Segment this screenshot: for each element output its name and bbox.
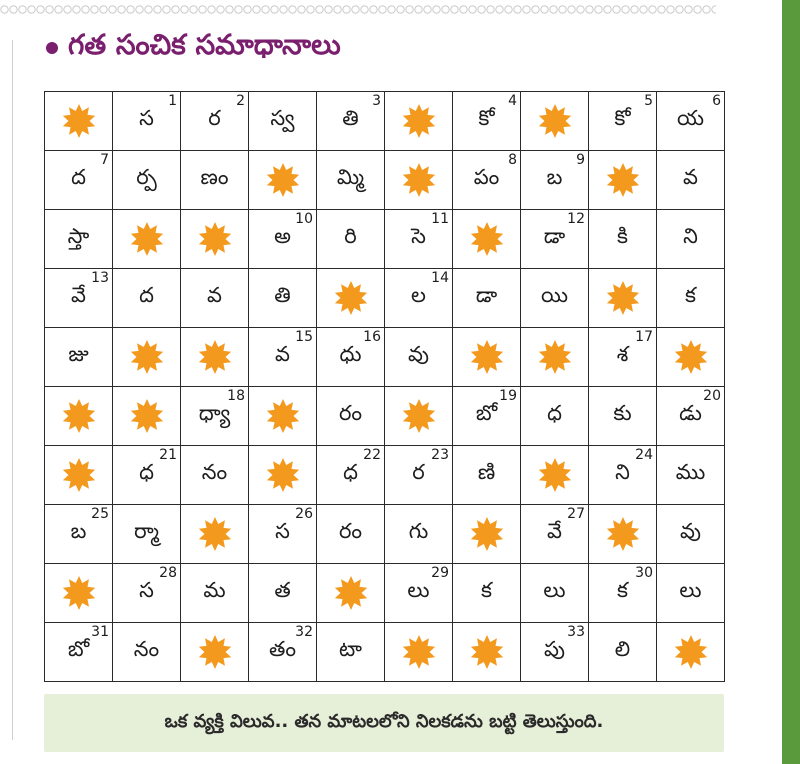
clue-number: 23 [431, 447, 449, 463]
letter-cell [45, 505, 113, 564]
letter-cell [589, 92, 657, 151]
letter-cell [113, 446, 181, 505]
letter-cell [113, 564, 181, 623]
cell-letter: అ [274, 224, 291, 248]
clue-number: 29 [431, 565, 449, 581]
blocked-cell [249, 387, 317, 446]
cell-letter: మ [203, 578, 226, 602]
letter-cell [181, 269, 249, 328]
cell-letter: క [685, 283, 696, 307]
cell-letter: లు [407, 578, 430, 602]
star-icon [265, 162, 301, 198]
blocked-cell [453, 505, 521, 564]
cell-letter: లు [543, 578, 566, 602]
cell-letter: కో [478, 106, 495, 130]
letter-cell [453, 446, 521, 505]
clue-number: 22 [363, 447, 381, 463]
star-icon [537, 457, 573, 493]
letter-cell [45, 623, 113, 682]
cell-letter: స [139, 578, 154, 602]
cell-letter: స [275, 519, 290, 543]
letter-cell [589, 328, 657, 387]
clue-number: 32 [295, 624, 313, 640]
clue-number: 17 [635, 329, 653, 345]
cell-letter: ణి [477, 460, 496, 484]
blocked-cell [45, 446, 113, 505]
clue-number: 27 [567, 506, 585, 522]
letter-cell [657, 151, 725, 210]
clue-number: 10 [295, 211, 313, 227]
cell-letter: రం [338, 519, 363, 543]
letter-cell [453, 92, 521, 151]
cell-letter: నం [133, 637, 160, 661]
letter-cell [657, 210, 725, 269]
cell-letter: రి [344, 224, 357, 248]
cell-letter: ధ్యా [198, 401, 231, 425]
blocked-cell [181, 328, 249, 387]
cell-letter: ణం [200, 165, 229, 189]
letter-cell [385, 505, 453, 564]
clue-number: 13 [91, 270, 109, 286]
letter-cell [657, 446, 725, 505]
cell-letter: లు [679, 578, 702, 602]
clue-number: 5 [644, 93, 653, 109]
cell-letter: టా [339, 637, 362, 661]
star-icon [469, 221, 505, 257]
letter-cell [453, 564, 521, 623]
cell-letter: మ్మి [336, 165, 365, 189]
cell-letter: వ [683, 165, 698, 189]
letter-cell [113, 151, 181, 210]
cell-letter: కో [614, 106, 631, 130]
cell-letter: క [481, 578, 492, 602]
clue-number: 9 [576, 152, 585, 168]
star-icon [333, 280, 369, 316]
blocked-cell [181, 623, 249, 682]
clue-number: 24 [635, 447, 653, 463]
star-icon [333, 575, 369, 611]
clue-number: 1 [168, 93, 177, 109]
blocked-cell [589, 269, 657, 328]
clue-number: 30 [635, 565, 653, 581]
blocked-cell [385, 151, 453, 210]
cell-letter: కు [613, 401, 632, 425]
star-icon [129, 339, 165, 375]
clue-number: 20 [703, 388, 721, 404]
blocked-cell [657, 623, 725, 682]
cell-letter: డా [543, 224, 566, 248]
page-title: గత సంచిక సమాధానాలు [68, 28, 341, 61]
letter-cell [317, 210, 385, 269]
cell-letter: ని [683, 224, 698, 248]
letter-cell [317, 623, 385, 682]
clue-number: 7 [100, 152, 109, 168]
letter-cell [385, 269, 453, 328]
blocked-cell [249, 151, 317, 210]
clue-number: 33 [567, 624, 585, 640]
cell-letter: వు [408, 342, 429, 366]
letter-cell [385, 328, 453, 387]
letter-cell [521, 623, 589, 682]
cell-letter: బో [67, 637, 90, 661]
cell-letter: స [139, 106, 154, 130]
clue-number: 16 [363, 329, 381, 345]
star-icon [537, 103, 573, 139]
blocked-cell [521, 92, 589, 151]
cell-letter: సె [411, 224, 426, 248]
letter-cell [385, 564, 453, 623]
letter-cell [181, 387, 249, 446]
clue-number: 4 [508, 93, 517, 109]
blocked-cell [657, 328, 725, 387]
star-icon [197, 221, 233, 257]
blocked-cell [453, 210, 521, 269]
letter-cell [521, 564, 589, 623]
section-header [46, 28, 341, 68]
letter-cell [521, 269, 589, 328]
letter-cell [453, 387, 521, 446]
cell-letter: పు [544, 637, 565, 661]
blocked-cell [317, 564, 385, 623]
footer-banner [44, 694, 724, 752]
cell-letter: వే [547, 519, 562, 543]
clue-number: 14 [431, 270, 449, 286]
blocked-cell [385, 623, 453, 682]
cell-letter: శ [616, 342, 629, 366]
letter-cell [317, 151, 385, 210]
letter-cell [521, 387, 589, 446]
clue-number: 21 [159, 447, 177, 463]
letter-cell [317, 328, 385, 387]
letter-cell [249, 623, 317, 682]
cell-letter: ని [615, 460, 630, 484]
blocked-cell [181, 505, 249, 564]
cell-letter: వే [71, 283, 86, 307]
clue-number: 15 [295, 329, 313, 345]
star-icon [265, 398, 301, 434]
cell-letter: ధ [547, 401, 562, 425]
letter-cell [113, 623, 181, 682]
cell-letter: తం [269, 637, 296, 661]
cell-letter: ధ [343, 460, 358, 484]
letter-cell [181, 92, 249, 151]
cell-letter: ర [412, 460, 425, 484]
clue-number: 18 [227, 388, 245, 404]
cell-letter: వ [207, 283, 222, 307]
footer-quote: ఒక వ్యక్తి విలువ.. తన మాటలలోని నిలకడను బట్టి తెలుస్తుంది. [164, 710, 604, 732]
cell-letter: పం [473, 165, 500, 189]
letter-cell [317, 446, 385, 505]
cell-letter: ము [675, 460, 706, 484]
star-icon [61, 103, 97, 139]
clue-number: 11 [431, 211, 449, 227]
star-icon [61, 575, 97, 611]
clue-number: 6 [712, 93, 721, 109]
star-icon [197, 634, 233, 670]
cell-letter: వ [275, 342, 290, 366]
star-icon [605, 162, 641, 198]
page-edge-bar [782, 0, 800, 764]
clue-number: 3 [372, 93, 381, 109]
clue-number: 12 [567, 211, 585, 227]
blocked-cell [317, 269, 385, 328]
clue-number: 25 [91, 506, 109, 522]
left-divider [12, 40, 13, 740]
cell-letter: ద [71, 165, 86, 189]
cell-letter: ద [139, 283, 154, 307]
letter-cell [657, 387, 725, 446]
cell-letter: డా [475, 283, 498, 307]
letter-cell [589, 623, 657, 682]
letter-cell [521, 505, 589, 564]
star-icon [469, 339, 505, 375]
clue-number: 31 [91, 624, 109, 640]
cell-letter: గు [408, 519, 429, 543]
cell-letter: ధు [339, 342, 362, 366]
star-icon [401, 162, 437, 198]
blocked-cell [45, 92, 113, 151]
letter-cell [453, 151, 521, 210]
letter-cell [453, 269, 521, 328]
cell-letter: జు [68, 342, 89, 366]
blocked-cell [589, 151, 657, 210]
star-icon [673, 339, 709, 375]
clue-number: 2 [236, 93, 245, 109]
cell-letter: ర్ప [136, 165, 157, 189]
decorative-pattern-strip [0, 0, 716, 18]
blocked-cell [385, 387, 453, 446]
letter-cell [113, 269, 181, 328]
blocked-cell [453, 623, 521, 682]
letter-cell [657, 92, 725, 151]
blocked-cell [45, 564, 113, 623]
letter-cell [113, 505, 181, 564]
star-icon [61, 398, 97, 434]
cell-letter: య [676, 106, 704, 130]
blocked-cell [181, 210, 249, 269]
clue-number: 19 [499, 388, 517, 404]
star-icon [197, 339, 233, 375]
cell-letter: ర్మా [133, 519, 159, 543]
blocked-cell [45, 387, 113, 446]
cell-letter: వు [680, 519, 701, 543]
letter-cell [249, 505, 317, 564]
letter-cell [657, 564, 725, 623]
star-icon [129, 221, 165, 257]
letter-cell [181, 564, 249, 623]
cell-letter: యి [540, 283, 568, 307]
blocked-cell [249, 446, 317, 505]
letter-cell [181, 446, 249, 505]
star-icon [129, 398, 165, 434]
cell-letter: నం [201, 460, 228, 484]
letter-cell [249, 92, 317, 151]
star-icon [197, 516, 233, 552]
clue-number: 8 [508, 152, 517, 168]
letter-cell [589, 210, 657, 269]
star-icon [673, 634, 709, 670]
star-icon [61, 457, 97, 493]
letter-cell [317, 92, 385, 151]
letter-cell [45, 269, 113, 328]
letter-cell [249, 269, 317, 328]
crossword-grid [44, 91, 725, 682]
cell-letter: ల [411, 283, 426, 307]
star-icon [469, 516, 505, 552]
letter-cell [589, 387, 657, 446]
cell-letter: డు [679, 401, 702, 425]
cell-letter: కి [617, 224, 628, 248]
cell-letter: స్తా [67, 224, 90, 248]
blocked-cell [453, 328, 521, 387]
blocked-cell [113, 328, 181, 387]
clue-number: 26 [295, 506, 313, 522]
cell-letter: త [274, 578, 291, 602]
blocked-cell [521, 446, 589, 505]
blocked-cell [113, 210, 181, 269]
letter-cell [45, 328, 113, 387]
star-icon [401, 398, 437, 434]
letter-cell [181, 151, 249, 210]
letter-cell [249, 564, 317, 623]
cell-letter: తి [274, 283, 291, 307]
clue-number: 28 [159, 565, 177, 581]
letter-cell [521, 210, 589, 269]
star-icon [469, 634, 505, 670]
cell-letter: రం [338, 401, 363, 425]
cell-letter: స్వ [270, 106, 295, 130]
blocked-cell [385, 92, 453, 151]
blocked-cell [521, 328, 589, 387]
cell-letter: బ [70, 519, 87, 543]
cell-letter: బో [475, 401, 498, 425]
letter-cell [385, 446, 453, 505]
bullet-icon [46, 42, 58, 54]
letter-cell [249, 328, 317, 387]
cell-letter: ర [208, 106, 221, 130]
letter-cell [249, 210, 317, 269]
letter-cell [589, 446, 657, 505]
star-icon [537, 339, 573, 375]
star-icon [401, 634, 437, 670]
cell-letter: తి [342, 106, 359, 130]
cell-letter: ధ [139, 460, 154, 484]
letter-cell [317, 505, 385, 564]
cell-letter: బ [546, 165, 563, 189]
letter-cell [317, 387, 385, 446]
blocked-cell [589, 505, 657, 564]
letter-cell [45, 210, 113, 269]
cell-letter: లి [614, 637, 631, 661]
letter-cell [385, 210, 453, 269]
star-icon [605, 280, 641, 316]
letter-cell [113, 92, 181, 151]
letter-cell [521, 151, 589, 210]
star-icon [265, 457, 301, 493]
cell-letter: క [617, 578, 628, 602]
letter-cell [589, 564, 657, 623]
letter-cell [45, 151, 113, 210]
letter-cell [657, 505, 725, 564]
letter-cell [657, 269, 725, 328]
star-icon [401, 103, 437, 139]
star-icon [605, 516, 641, 552]
blocked-cell [113, 387, 181, 446]
